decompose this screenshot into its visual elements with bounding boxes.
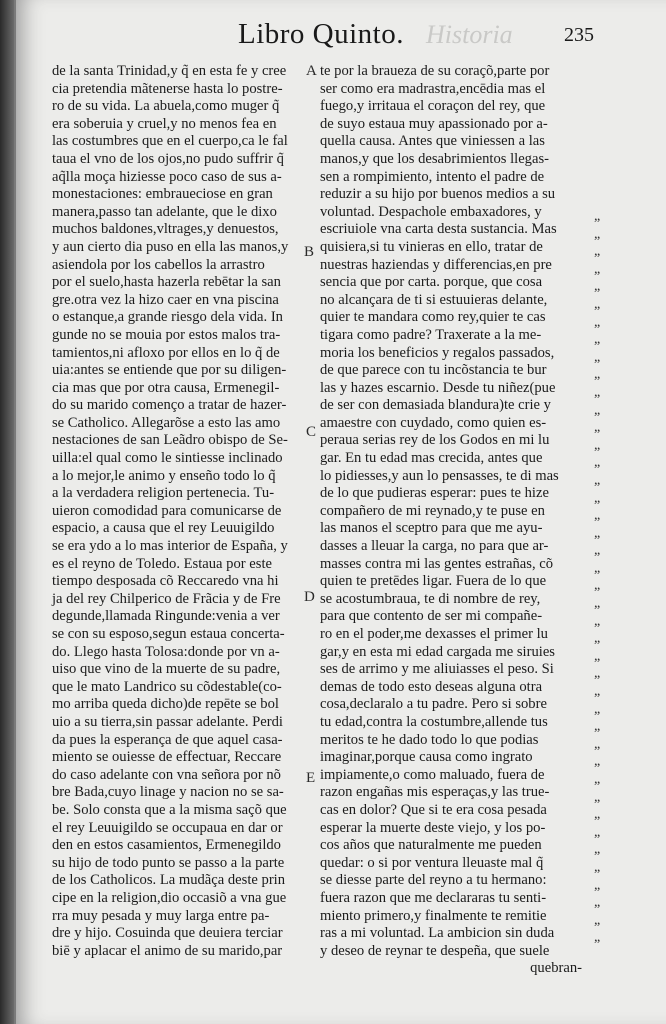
margin-letter-a: A <box>306 63 317 79</box>
left-column-line: ro de su vida. La abuela,como muger q̃ <box>52 98 280 115</box>
left-column-line: tamientos,ni afloxo por ellos en lo q̃ de <box>52 344 280 361</box>
left-column-line: bre Bada,cuyo linage y nacion no se sa- <box>52 784 284 801</box>
quote-mark: „ <box>594 560 601 576</box>
quote-mark: „ <box>594 261 601 277</box>
left-column-line: cia mas que por otra causa, Ermenegil- <box>52 379 280 396</box>
left-column-line: las costumbres que en el cuerpo,ca le fal <box>52 133 288 150</box>
right-column-line: ras a mi voluntad. La ambicion sin duda <box>320 925 555 942</box>
right-column-line: nuestras haziendas y differencias,en pre <box>320 256 552 273</box>
left-column-line: o estanque,a grande riesgo dela vida. In <box>52 309 283 326</box>
right-column-line: fuego,y irritaua el coraçon del rey, que <box>320 98 546 115</box>
right-column-line: tigara como padre? Traxerate a la me- <box>320 326 542 343</box>
quote-mark: „ <box>594 455 601 471</box>
right-column-line: las y hazes escarnio. Desde tu niñez(pue <box>320 379 556 396</box>
quote-mark: „ <box>594 402 601 418</box>
left-column-line: taua el vno de los ojos,no pudo suffrir q̃ <box>52 150 284 167</box>
quote-mark: „ <box>594 701 601 717</box>
right-column-line: peraua serias rey de los Godos en mi lu <box>320 432 550 449</box>
right-column-line: quella causa. Antes que viniessen a las <box>320 133 545 150</box>
left-column-line: a la verdadera religion pertenecia. Tu- <box>52 485 275 502</box>
left-column-line: era soberuia y cruel,y no menos fea en <box>52 115 277 132</box>
left-column-line: y aun cierto dia puso en ella las manos,y <box>52 238 289 255</box>
left-column-line: do. Llego hasta Tolosa:donde por vn a- <box>52 643 280 660</box>
right-column-line: sencia que por carta. porque, que cosa <box>320 274 543 291</box>
left-column-line: uia:antes se entiende que por su diligen- <box>52 362 287 379</box>
right-column-line: ser como era madrastra,encēdia mas el <box>320 80 546 97</box>
right-column-line: tu edad,contra la costumbre,allende tus <box>320 713 548 730</box>
quote-mark: „ <box>594 578 601 594</box>
right-column-line: razon engañas mis esperaças,y las true- <box>320 784 550 801</box>
left-column-line: be. Solo consta que a la misma saçõ que <box>52 801 287 818</box>
quote-mark: „ <box>594 279 601 295</box>
quote-mark: „ <box>594 684 601 700</box>
right-column-line: para que contento de ser mi compañe- <box>320 608 543 625</box>
right-column-line: ses de arrimo y me aliuiasses el peso. Si <box>320 661 554 678</box>
page-number: 235 <box>564 24 594 46</box>
left-column-line: que le mato Landrico su cõdestable(co- <box>52 678 282 695</box>
left-column-line: uilla:el qual como le sintiesse inclinado <box>52 450 283 467</box>
quotation-marks-column <box>594 208 600 947</box>
left-column-line: dre y hijo. Cosuinda que deuiera terciar <box>52 925 283 942</box>
left-column-line: el rey Leuuigildo se occupaua en dar or <box>52 819 283 836</box>
quote-mark: „ <box>594 807 601 823</box>
left-column-line: de la santa Trinidad,y q̃ en esta fe y cree <box>52 63 287 79</box>
quote-mark: „ <box>594 613 601 629</box>
quote-mark: „ <box>594 226 601 242</box>
left-column-line: cia pretendia mãtenerse hasta lo postre- <box>52 80 283 97</box>
left-column-line: ja del rey Chilperico de Frãcia y de Fre <box>52 590 281 607</box>
quote-mark: „ <box>594 209 601 224</box>
quote-mark: „ <box>594 648 601 664</box>
left-column-line: se era ydo a lo mas interior de España, y <box>52 538 288 555</box>
right-column-line: gar. En tu edad mas crecida, antes que <box>320 450 543 467</box>
left-column-line: mo arriba queda dicho)de repēte se bol <box>52 696 279 713</box>
left-column-line: muchos baldones,vltrages,y denuestos, <box>52 221 279 238</box>
right-column-line: gar,y en esta mi edad cargada me siruies <box>320 643 555 660</box>
left-column-line: se con su esposo,segun estaua concerta- <box>52 626 285 642</box>
quote-mark: „ <box>594 930 601 946</box>
quote-mark: „ <box>594 525 601 541</box>
quote-mark: „ <box>594 877 601 893</box>
right-column-line: quier te mandara como rey,quier te cas <box>320 309 546 326</box>
right-text-column <box>320 63 588 978</box>
right-column-line: quien te pretēdes ligar. Fuera de lo que <box>320 573 547 590</box>
right-column-line: meritos te he dado todo lo que podias <box>320 731 539 748</box>
left-column-line: do caso adelante con vna señora por nõ <box>52 766 281 783</box>
quote-mark: „ <box>594 367 601 383</box>
right-column-line: de que parece con tu incõstancia te bur <box>320 362 547 379</box>
quote-mark: „ <box>594 789 601 805</box>
right-column-line: escriuiole vna carta desta sustancia. Mas <box>320 221 557 238</box>
quote-mark: „ <box>594 895 601 911</box>
running-header: Libro Quinto. <box>238 18 404 50</box>
right-column-line: quedar: o si por ventura lleuaste mal q̃ <box>320 854 544 871</box>
left-column-line: nestaciones de san Leãdro obispo de Se- <box>52 432 288 449</box>
margin-letter-d: D <box>304 589 315 605</box>
quote-mark: „ <box>594 349 601 365</box>
left-column-line: tiempo desposada cõ Reccaredo vna hi <box>52 573 279 590</box>
right-column-line: sen a rompimiento, intento el padre de <box>320 168 545 185</box>
left-column-line: espacio, a causa que el rey Leuuigildo <box>52 520 275 537</box>
quote-mark: „ <box>594 842 601 858</box>
right-column-line: impiamente,o como maluado, fuera de <box>320 766 545 783</box>
right-column-line: moria los beneficios y regalos passados, <box>320 344 555 361</box>
left-text-column <box>52 63 322 960</box>
quote-mark: „ <box>594 859 601 875</box>
right-column-line: ro en el poder,me dexasses el primer lu <box>320 626 548 642</box>
quote-mark: „ <box>594 754 601 770</box>
quote-mark: „ <box>594 719 601 735</box>
right-column-line: y deseo de reynar te despeña, que suele <box>320 942 550 959</box>
left-column-line: de los Catholicos. La mudãça deste prin <box>52 872 286 889</box>
quote-mark: „ <box>594 384 601 400</box>
left-column-line: a lo mejor,le animo y enseño todo lo q̃ <box>52 467 276 484</box>
book-spine <box>0 0 14 1024</box>
left-column-line: rra muy pesada y muy larga entre pa- <box>52 907 270 924</box>
left-column-line: do su marido començo a tratar de hazer- <box>52 397 287 414</box>
quote-mark: „ <box>594 420 601 436</box>
left-column-line: aq̃lla moça hiziesse poco caso de sus a- <box>52 168 282 185</box>
left-column-line: manera,passo tan adelante, que le dixo <box>52 203 277 220</box>
quote-mark: „ <box>594 666 601 682</box>
quote-mark: „ <box>594 912 601 928</box>
left-column-line: biē y aplacar el animo de su marido,par <box>52 942 283 959</box>
quote-mark: „ <box>594 244 601 260</box>
right-column-line: quebran- <box>530 960 582 977</box>
quote-mark: „ <box>594 490 601 506</box>
left-column-line: miento se ouiesse de effectuar, Reccare <box>52 749 282 766</box>
left-column-line: su hijo de todo punto se passo a la parte <box>52 854 285 871</box>
quote-mark: „ <box>594 631 601 647</box>
left-column-line: uiso que vino de la muerte de su padre, <box>52 661 281 678</box>
right-column-line: compañero de mi reynado,y te puse en <box>320 502 545 519</box>
right-column-line: miento primero,y finalmente te remitie <box>320 907 547 924</box>
left-column-line: gunde no se mouia por estos malos tra- <box>52 326 281 343</box>
left-column-line: da pues la esperança de que aquel casa- <box>52 731 283 748</box>
quote-mark: „ <box>594 437 601 453</box>
right-column-line: cos años que naturalmente me pueden <box>320 837 542 854</box>
quote-mark: „ <box>594 332 601 348</box>
left-column-line: por el suelo,hasta hazerla rebētar la san <box>52 274 281 291</box>
right-column-line: demas de todo esto deseas alguna otra <box>320 678 543 695</box>
right-column-line: de lo que pudieras esperar: pues te hize <box>320 485 549 502</box>
margin-letter-b: B <box>304 244 315 260</box>
quote-mark: „ <box>594 824 601 840</box>
right-column-line: imaginar,porque causa como ingrato <box>320 749 533 766</box>
right-column-line: cosa,declaralo a tu padre. Pero si sobre <box>320 696 547 713</box>
quote-mark: „ <box>594 314 601 330</box>
left-column-line: uieron comodidad para comunicarse de <box>52 502 282 519</box>
right-column-line: fuera razon que me declararas tu senti- <box>320 889 547 906</box>
right-column-line: las manos el sceptro para que me ayu- <box>320 520 543 537</box>
quote-mark: „ <box>594 772 601 787</box>
left-column-line: es el reyno de Toledo. Estaua por este <box>52 555 272 572</box>
right-column-line: masses contra mi las gentes estrañas, cõ <box>320 555 554 572</box>
right-column-line: amaestre con cuydado, como quien es- <box>320 414 547 431</box>
quote-mark: „ <box>594 472 601 488</box>
quote-mark: „ <box>594 296 601 312</box>
right-column-line: de suyo estaua muy apassionado por a- <box>320 115 548 132</box>
right-column-line: se acostumbraua, te di nombre de rey, <box>320 590 541 607</box>
right-column-line: te por la braueza de su coraçõ,parte por <box>320 63 550 79</box>
right-column-line: quisiera,si tu vinieras en ello, tratar de <box>320 238 543 255</box>
left-column-line: monestaciones: embraueciose en gran <box>52 186 273 203</box>
right-column-line: lo pidiesses,y aun lo pensasses, te di mas <box>320 467 559 484</box>
left-column-line: gre.otra vez la hizo caer en vna piscina <box>52 291 279 308</box>
margin-letter-c: C <box>306 424 317 440</box>
right-column-line: esperar la muerte deste viejo, y los po- <box>320 819 546 836</box>
left-column-line: cipe en la religion,dio occasiõ a vna gue <box>52 889 287 906</box>
right-column-line: se diesse parte del reyno a tu hermano: <box>320 872 547 889</box>
quote-mark: „ <box>594 736 601 752</box>
quote-mark: „ <box>594 543 601 559</box>
right-column-line: de ser con demasiada blandura)te crie y <box>320 397 551 414</box>
right-column-line: no alcançara de ti si estuuieras delante, <box>320 291 548 308</box>
right-column-line: dasses a lleuar la carga, no para que ar- <box>320 538 549 555</box>
right-column-line: cas en dolor? Que si te era cosa pesada <box>320 801 547 818</box>
left-column-line: degunde,llamada Ringunde:venia a ver <box>52 608 280 625</box>
quote-mark: „ <box>594 596 601 612</box>
left-column-line: se Catholico. Allegarõse a esto las amo <box>52 414 281 431</box>
quote-mark: „ <box>594 508 601 524</box>
bleed-through-header: Historia <box>426 20 513 49</box>
right-column-line: voluntad. Despachole embaxadores, y <box>320 203 542 220</box>
book-page <box>14 0 666 1024</box>
left-column-line: uio a su tierra,sin passar adelante. Perdi <box>52 713 283 730</box>
right-column-line: reduzir a su hijo por buenos medios a su <box>320 186 556 203</box>
left-column-line: den en estos casamientos, Ermenegildo <box>52 837 281 854</box>
left-column-line: asiendola por los cabellos la arrastro <box>52 256 265 273</box>
margin-letter-e: E <box>306 770 316 786</box>
right-column-line: manos,y que los desabrimientos llegas- <box>320 150 549 167</box>
